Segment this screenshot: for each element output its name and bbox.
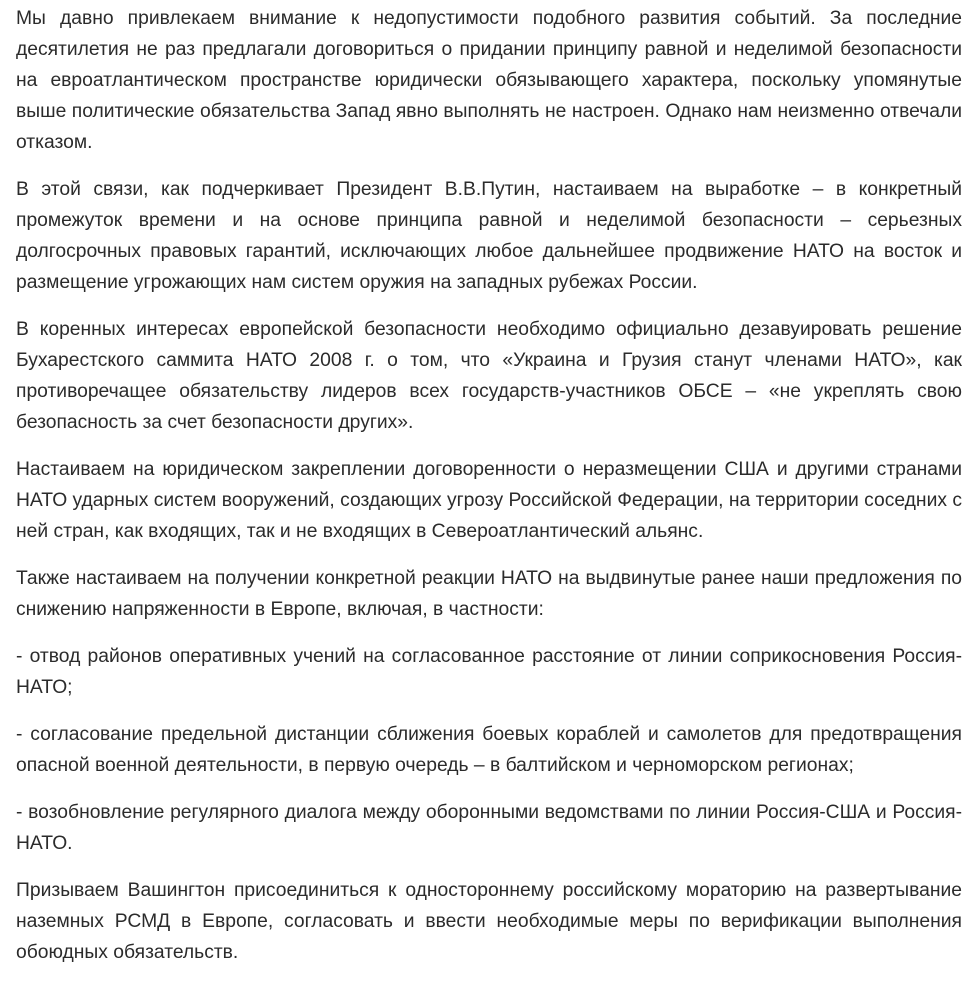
paragraph-nato-response: Также настаиваем на получении конкретной реакции НАТО на выдвинутые ранее наши предложения по снижению напряженности в Европе, включая, в частности: [16,568,962,620]
paragraph-call-for-legal-guarantees: Мы давно привлекаем внимание к недопустимости подобного развития событий. За последние десятилетия не раз предлагали договориться о придании принципу равной и неделимой безопасности на евроатлантическом пространстве юридически обязывающего характера, поскольку упомянутые выше политические обязательства Запад явно выполнять не настроен. Однако нам неизменно отвечали отказом. [16,8,962,153]
list-item-approach-distance: - согласование предельной дистанции сближения боевых кораблей и самолетов для предотвращения опасной военной деятельности, в первую очередь – в балтийском и черноморском регионах; [16,724,962,776]
paragraph-inf-moratorium: Призываем Вашингтон присоединиться к одностороннему российскому мораторию на развертывание наземных РСМД в Европе, согласовать и ввести необходимые меры по верификации выполнения обоюдных обязательств. [16,880,962,963]
paragraph-putin-demands: В этой связи, как подчеркивает Президент В.В.Путин, настаиваем на выработке – в конкретный промежуток времени и на основе принципа равной и неделимой безопасности – серьезных долгосрочных правовых гарантий, исключающих любое дальнейшее продвижение НАТО на восток и размещение угрожающих нам систем оружия на западных рубежах России. [16,179,962,293]
paragraph-no-deployment: Настаиваем на юридическом закреплении договоренности о неразмещении США и другими странами НАТО ударных систем вооружений, создающих угрозу Российской Федерации, на территории соседних с ней стран, как входящих, так и не входящих в Североатлантический альянс. [16,459,962,542]
article-body [16,0,962,984]
list-item-exercise-zones: - отвод районов оперативных учений на согласованное расстояние от линии соприкосновения Россия-НАТО; [16,646,962,698]
list-item-defense-dialogue: - возобновление регулярного диалога между оборонными ведомствами по линии Россия-США и Россия-НАТО. [16,802,962,854]
paragraph-bucharest-summit: В коренных интересах европейской безопасности необходимо официально дезавуировать решение Бухарестского саммита НАТО 2008 г. о том, что «Украина и Грузия станут членами НАТО», как противоречащее обязательству лидеров всех государств-участников ОБСЕ – «не укреплять свою безопасность за счет безопасности других». [16,319,962,433]
